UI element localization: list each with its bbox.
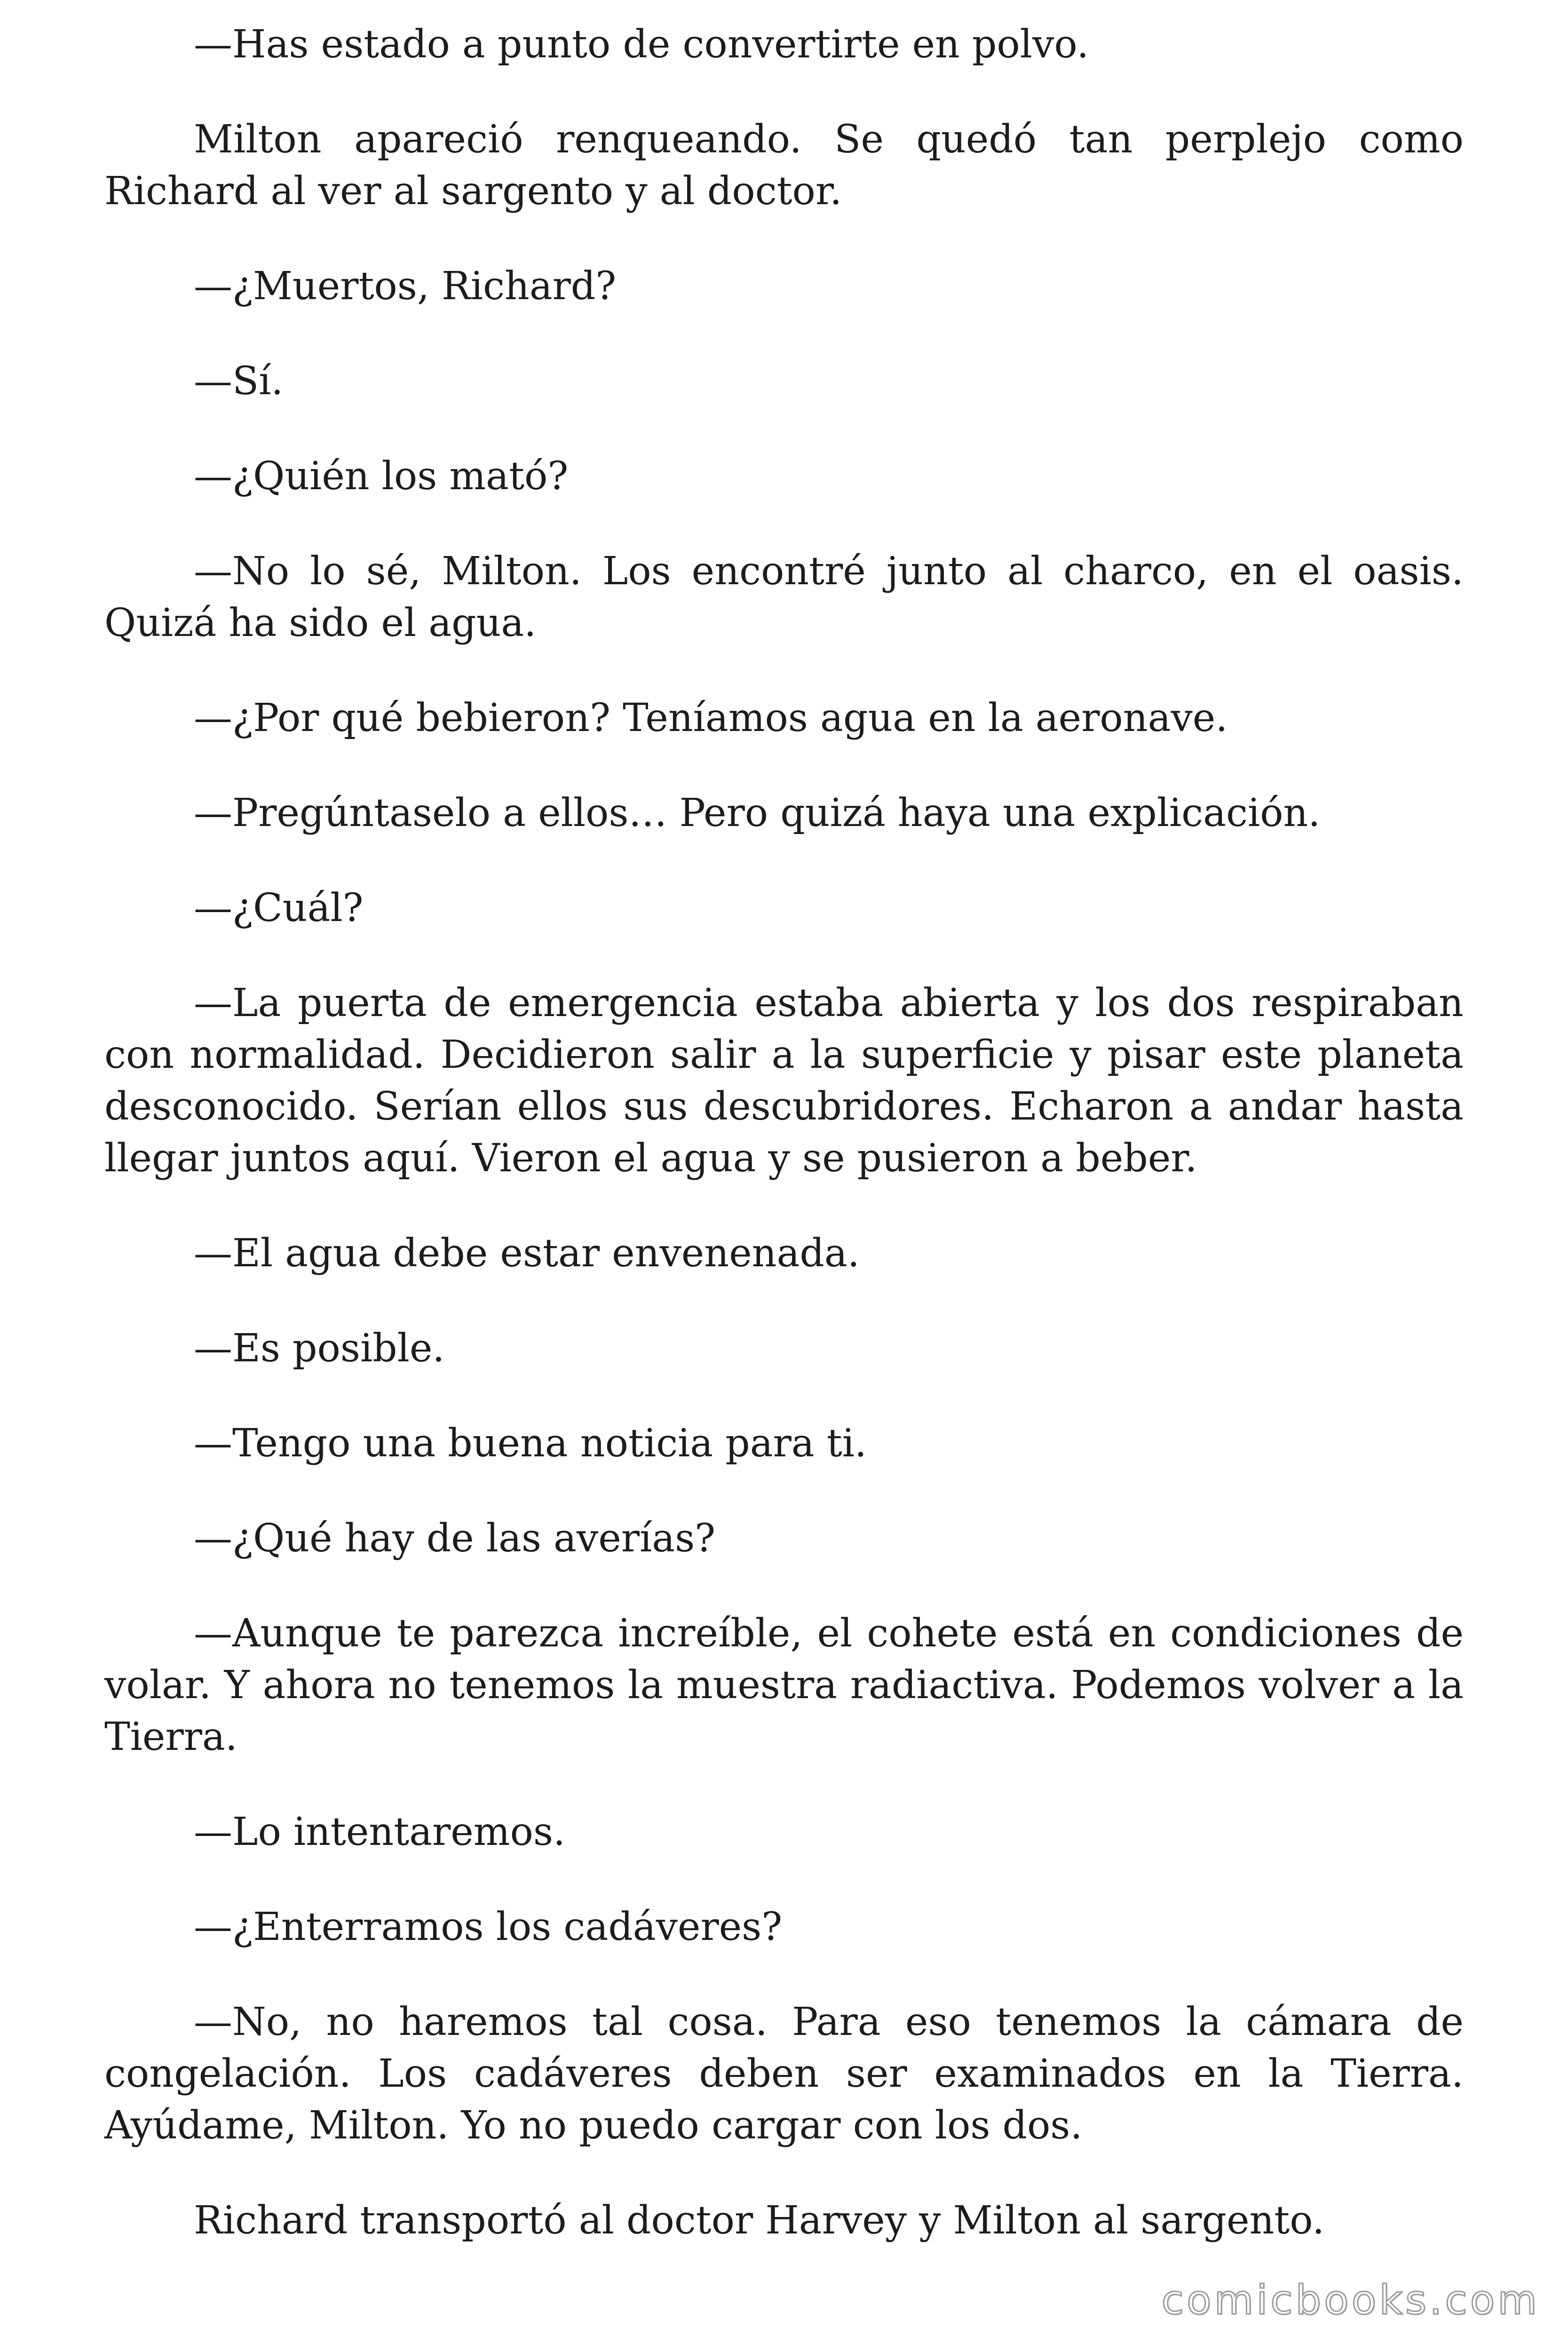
- paragraph: —Has estado a punto de convertirte en polvo.: [194, 22, 1089, 67]
- paragraph: —¿Por qué bebieron? Teníamos agua en la aeronave.: [194, 696, 1228, 740]
- paragraph: —Aunque te parezca increíble, el cohete está en condiciones de volar. Y ahora no tenemos la muestra radiactiva. Podemos volver a la Tierra.: [104, 1611, 1464, 1759]
- paragraph: —No lo sé, Milton. Los encontré junto al charco, en el oasis. Quizá ha sido el agua.: [104, 549, 1464, 645]
- paragraph: —¿Qué hay de las averías?: [194, 1516, 716, 1561]
- paragraph: —¿Cuál?: [194, 886, 364, 930]
- paragraph: —Pregúntaselo a ellos… Pero quizá haya una explicación.: [194, 791, 1321, 835]
- paragraph: —¿Quién los mató?: [194, 454, 569, 499]
- page-text: [104, 19, 1464, 2247]
- paragraph: —Lo intentaremos.: [194, 1810, 566, 1854]
- paragraph: —Sí.: [194, 359, 284, 404]
- paragraph: Richard transportó al doctor Harvey y Milton al sargento.: [194, 2198, 1325, 2243]
- paragraph: —¿Muertos, Richard?: [194, 264, 617, 309]
- watermark: comicbooks.com: [1161, 2277, 1540, 2324]
- paragraph: —No, no haremos tal cosa. Para eso tenemos la cámara de congelación. Los cadáveres deben ser examinados en la Tierra. Ayúdame, Milton. Yo no puedo cargar con los dos.: [104, 2000, 1464, 2148]
- paragraph: —El agua debe estar envenenada.: [194, 1231, 860, 1276]
- paragraph: —Es posible.: [194, 1326, 445, 1371]
- paragraph: —Tengo una buena noticia para ti.: [194, 1421, 867, 1466]
- paragraph: —La puerta de emergencia estaba abierta y los dos respiraban con normalidad. Decidieron salir a la superficie y pisar este planeta desconocido. Serían ellos sus descubridores. Echaron a andar hasta llegar juntos aquí. Vieron el agua y se pusieron a beber.: [104, 981, 1464, 1181]
- paragraph: —¿Enterramos los cadáveres?: [194, 1905, 783, 1949]
- paragraph: Milton apareció renqueando. Se quedó tan perplejo como Richard al ver al sargento y al doctor.: [104, 117, 1464, 214]
